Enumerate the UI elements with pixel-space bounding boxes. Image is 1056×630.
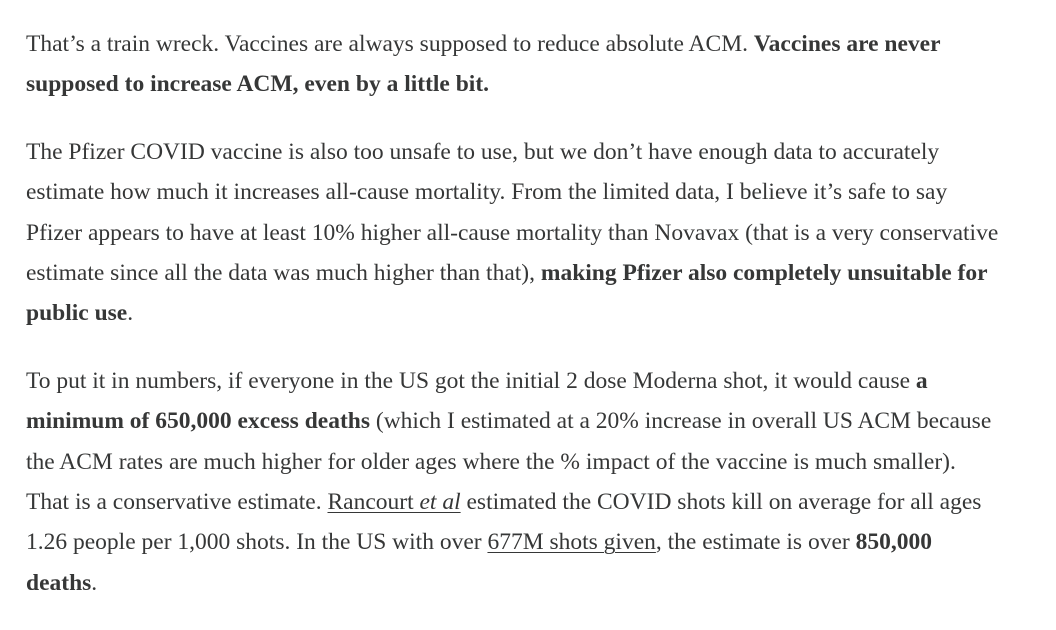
paragraph-acm-train-wreck	[26, 24, 1000, 105]
bold-deaths-estimate: 850,000 deaths	[26, 529, 932, 596]
paragraph-text: That’s a train wreck. Vaccines are always supposed to reduce absolute ACM.	[26, 31, 754, 57]
paragraph-numbers	[26, 361, 1000, 603]
paragraph-end: .	[127, 300, 134, 327]
paragraph-pfizer	[26, 132, 1000, 333]
paragraph-end: .	[91, 569, 98, 596]
paragraph-text: , the estimate is over	[655, 529, 856, 556]
paragraph-text: (which I estimated at a 20% increase in overall US ACM because the ACM rates are much higher for older ages where the % impact of the vaccine is much smaller). That is a conservative estimate.	[26, 408, 992, 515]
bold-excess-deaths: a minimum of 650,000 excess deaths	[26, 368, 928, 435]
link-italic-text: et al	[419, 488, 461, 515]
bold-statement: making Pfizer also completely unsuitable for public use	[26, 259, 988, 327]
paragraph-text: To put it in numbers, if everyone in the US got the initial 2 dose Moderna shot, it would cause	[26, 368, 916, 395]
link-text: Rancourt	[327, 488, 420, 515]
paragraph-text: estimated the COVID shots kill on average for all ages 1.26 people per 1,000 shots. In the US with over	[26, 488, 982, 556]
shots-given-link[interactable]: 677M shots given	[487, 529, 656, 556]
rancourt-link[interactable]	[327, 489, 460, 515]
paragraph-text: The Pfizer COVID vaccine is also too unsafe to use, but we don’t have enough data to accurately estimate how much it increases all-cause mortality. From the limited data, I believe it’s safe to say Pfizer appears to have at least 10% higher all-cause mortality than Novavax (that is a very conservative estimate since all the data was much higher than that),	[26, 139, 999, 286]
bold-statement: Vaccines are never supposed to increase ACM, even by a little bit.	[26, 31, 941, 98]
